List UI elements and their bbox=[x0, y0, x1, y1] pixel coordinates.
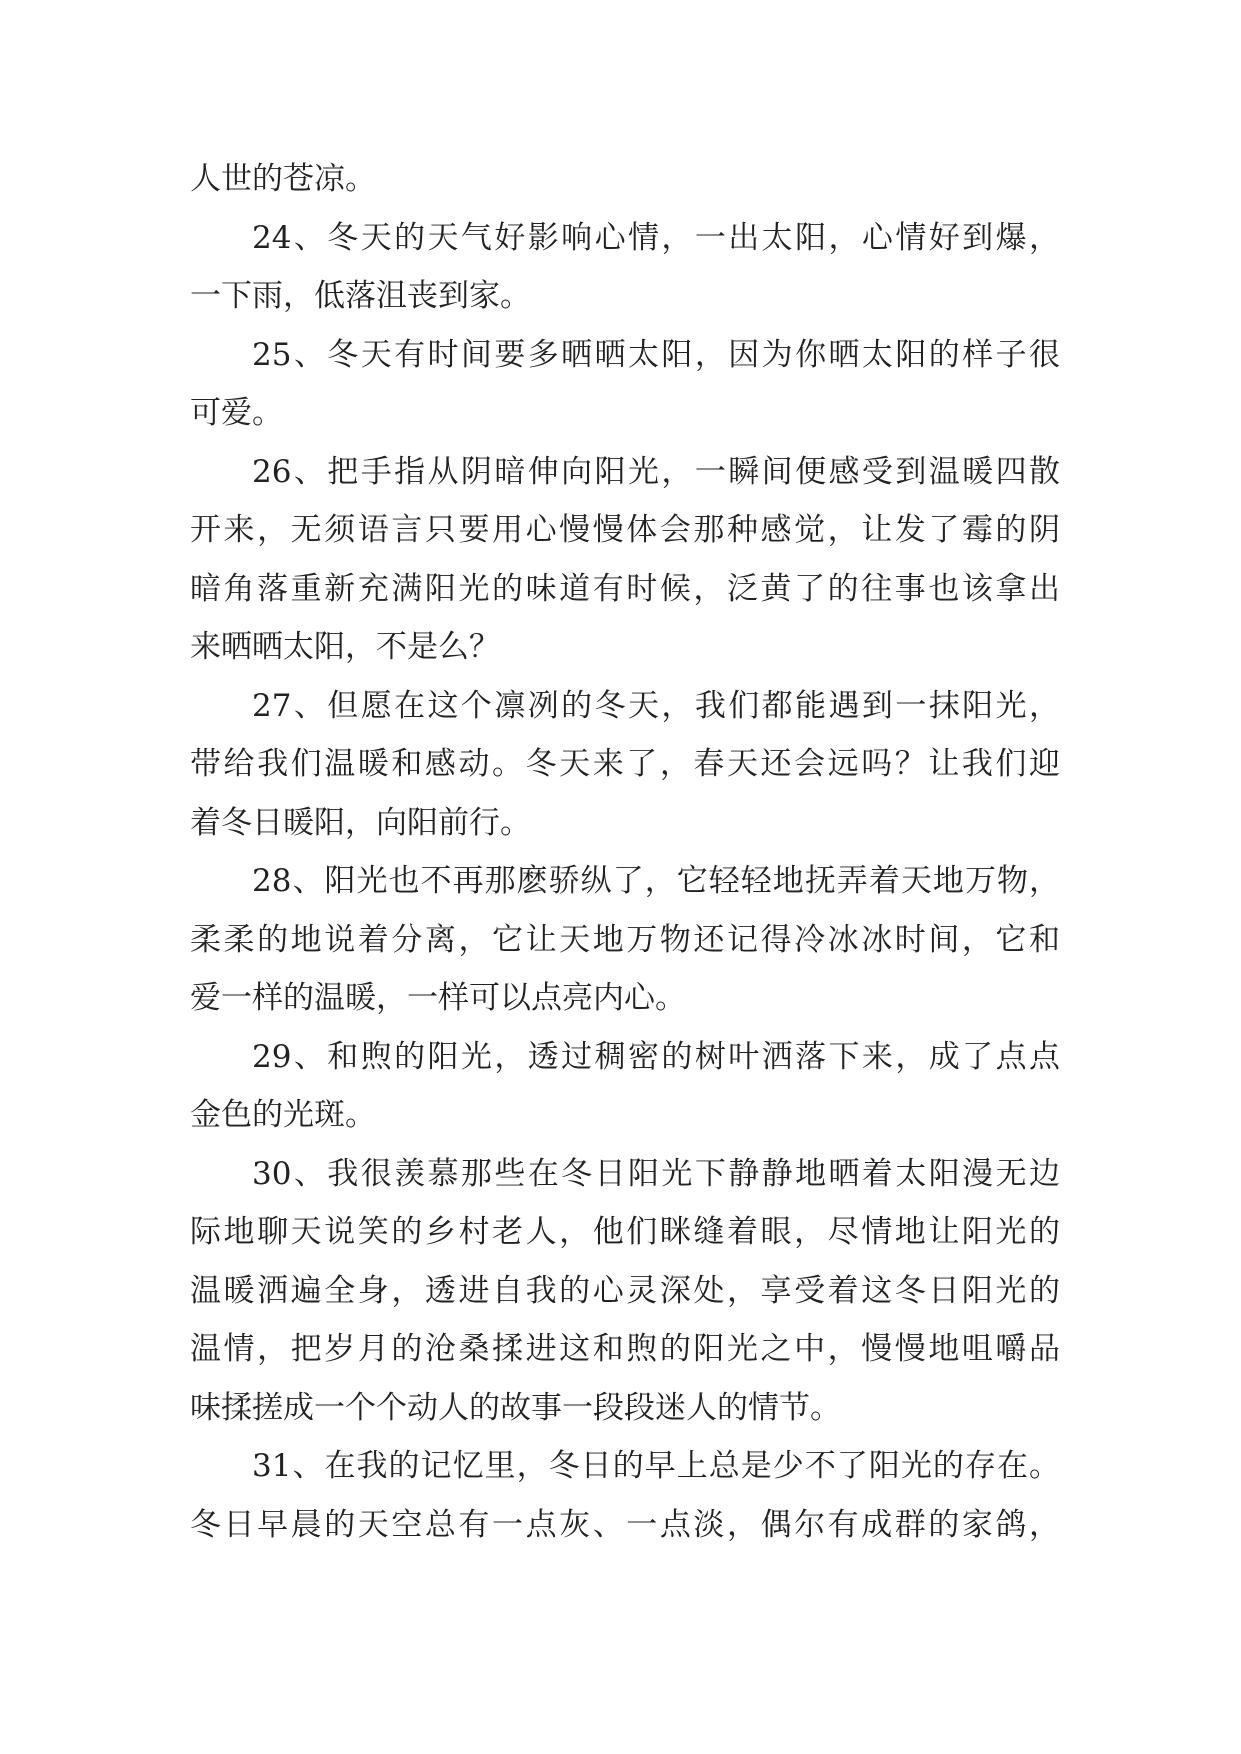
text-line: 可爱。 bbox=[190, 395, 283, 431]
text-line: 30、我很羡慕那些在冬日阳光下静静地晒着太阳漫无边 bbox=[252, 1155, 1060, 1192]
document-page bbox=[190, 150, 1060, 1554]
paragraph-28 bbox=[190, 852, 1060, 1028]
paragraph-30 bbox=[190, 1145, 1060, 1438]
paragraph-26 bbox=[190, 443, 1060, 677]
text-line: 人世的苍凉。 bbox=[190, 161, 376, 197]
text-line: 柔柔的地说着分离，它让天地万物还记得冷冰冰时间，它和 bbox=[190, 921, 1060, 958]
paragraph-29 bbox=[190, 1028, 1060, 1145]
paragraph-31 bbox=[190, 1437, 1060, 1554]
text-line: 27、但愿在这个凛冽的冬天，我们都能遇到一抹阳光， bbox=[252, 687, 1060, 724]
text-line: 带给我们温暖和感动。冬天来了，春天还会远吗？让我们迎 bbox=[190, 746, 1060, 782]
paragraph-25 bbox=[190, 326, 1060, 443]
text-line: 爱一样的温暖，一样可以点亮内心。 bbox=[190, 980, 686, 1016]
text-line: 开来，无须语言只要用心慢慢体会那种感觉，让发了霉的阴 bbox=[190, 512, 1060, 548]
text-line: 温暖洒遍全身，透进自我的心灵深处，享受着这冬日阳光的 bbox=[190, 1272, 1060, 1309]
text-line: 味揉搓成一个个动人的故事一段段迷人的情节。 bbox=[190, 1389, 841, 1426]
text-line: 金色的光斑。 bbox=[190, 1097, 376, 1133]
text-line: 31、在我的记忆里，冬日的早上总是少不了阳光的存在。 bbox=[252, 1448, 1060, 1484]
paragraph-27 bbox=[190, 677, 1060, 853]
text-line: 28、阳光也不再那麽骄纵了，它轻轻地抚弄着天地万物， bbox=[252, 863, 1060, 899]
text-line: 暗角落重新充满阳光的味道有时候，泛黄了的往事也该拿出 bbox=[190, 570, 1060, 607]
text-line: 着冬日暖阳，向阳前行。 bbox=[190, 804, 531, 841]
paragraph-24 bbox=[190, 209, 1060, 326]
text-line: 24、冬天的天气好影响心情，一出太阳，心情好到爆， bbox=[252, 219, 1060, 256]
text-line: 温情，把岁月的沧桑揉进这和煦的阳光之中，慢慢地咀嚼品 bbox=[190, 1331, 1060, 1367]
text-line: 25、冬天有时间要多晒晒太阳，因为你晒太阳的样子很 bbox=[252, 336, 1060, 373]
text-line: 来晒晒太阳，不是么？ bbox=[190, 629, 500, 665]
paragraph-23-tail bbox=[190, 150, 1060, 209]
text-line: 26、把手指从阴暗伸向阳光，一瞬间便感受到温暖四散 bbox=[252, 453, 1060, 490]
text-line: 冬日早晨的天空总有一点灰、一点淡，偶尔有成群的家鸽， bbox=[190, 1506, 1060, 1543]
text-line: 29、和煦的阳光，透过稠密的树叶洒落下来，成了点点 bbox=[252, 1038, 1060, 1075]
text-line: 际地聊天说笑的乡村老人，他们眯缝着眼，尽情地让阳光的 bbox=[190, 1214, 1060, 1250]
text-line: 一下雨，低落沮丧到家。 bbox=[190, 278, 531, 314]
